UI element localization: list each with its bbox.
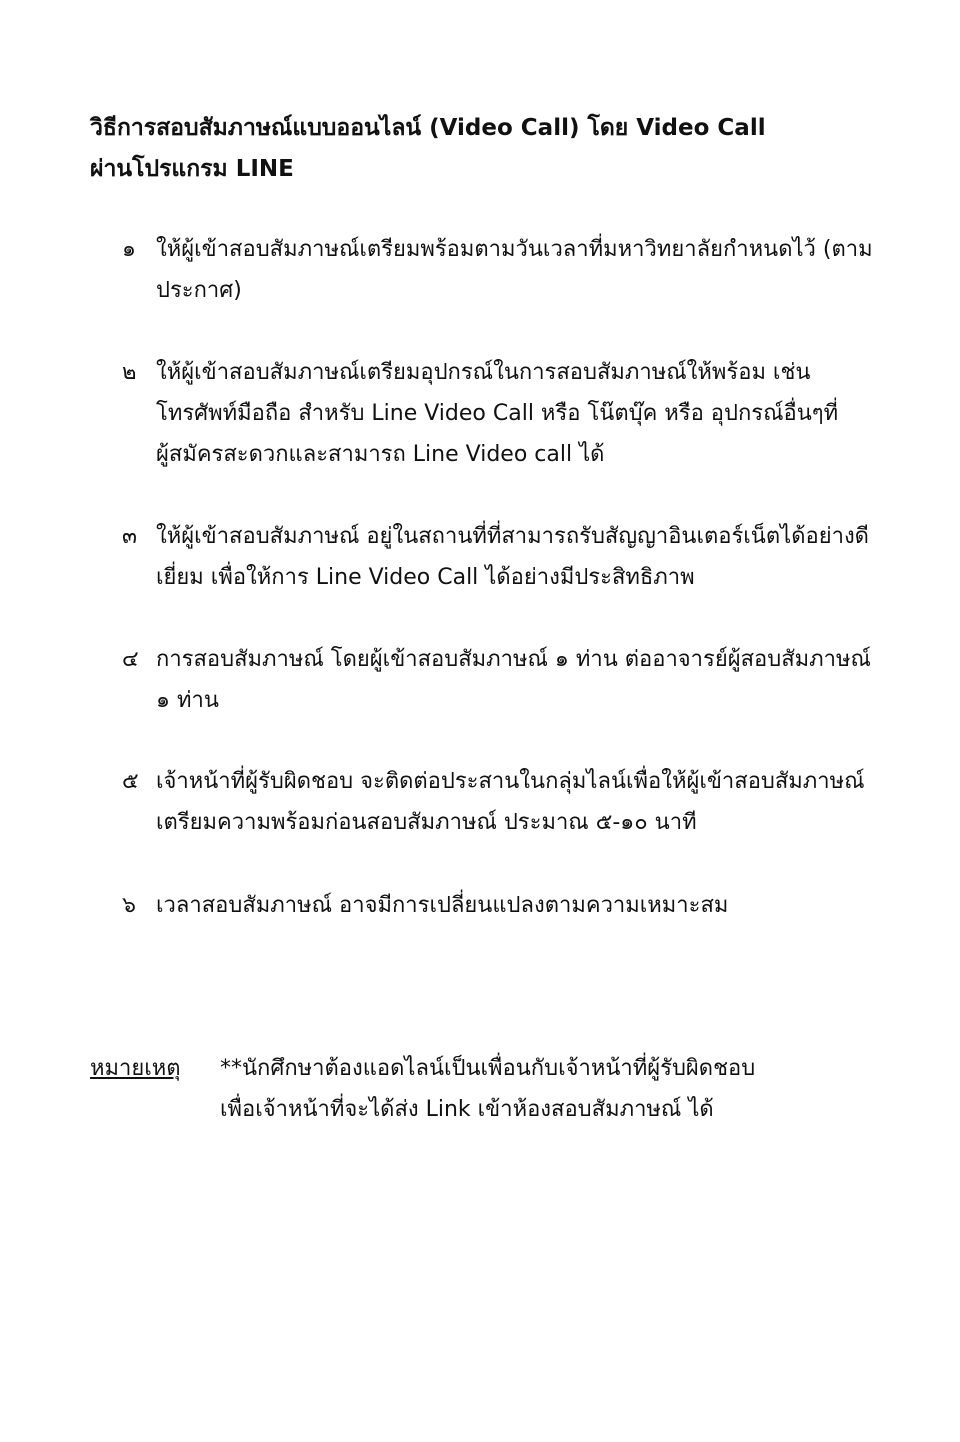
item-text-line: ผู้สมัครสะดวกและสามารถ Line Video call ได้ <box>156 442 605 467</box>
item-number: ๕ <box>122 769 139 794</box>
title-line-2: ผ่านโปรแกรม LINE <box>90 156 294 182</box>
item-text-line: โทรศัพท์มือถือ สำหรับ Line Video Call หรือ โน๊ตบุ๊ค หรือ อุปกรณ์อื่นๆที่ <box>156 401 839 426</box>
title-line-1: วิธีการสอบสัมภาษณ์แบบออนไลน์ (Video Call) โดย Video Call <box>90 115 766 141</box>
item-text-line: ให้ผู้เข้าสอบสัมภาษณ์เตรียมพร้อมตามวันเวลาที่มหาวิทยาลัยกำหนดไว้ (ตาม <box>156 237 873 262</box>
item-text-line: ๑ ท่าน <box>156 688 219 713</box>
note-label: หมายเหตุ <box>90 1056 181 1081</box>
item-text-line: เวลาสอบสัมภาษณ์ อาจมีการเปลี่ยนแปลงตามความเหมาะสม <box>156 893 729 918</box>
item-text-line: เตรียมความพร้อมก่อนสอบสัมภาษณ์ ประมาณ ๕-๑๐ นาที <box>156 810 697 835</box>
item-text-line: เจ้าหน้าที่ผู้รับผิดชอบ จะติดต่อประสานในกลุ่มไลน์เพื่อให้ผู้เข้าสอบสัมภาษณ์ <box>156 769 865 794</box>
item-number: ๑ <box>122 237 136 262</box>
note-text-line: เพื่อเจ้าหน้าที่จะได้ส่ง Link เข้าห้องสอบสัมภาษณ์ ได้ <box>220 1097 714 1122</box>
item-text-line: เยี่ยม เพื่อให้การ Line Video Call ได้อย่างมีประสิทธิภาพ <box>156 565 695 590</box>
item-text-line: ให้ผู้เข้าสอบสัมภาษณ์ อยู่ในสถานที่ที่สามารถรับสัญญาอินเตอร์เน็ตได้อย่างดี <box>156 524 869 549</box>
item-number: ๔ <box>122 647 139 672</box>
document-title <box>90 108 910 190</box>
item-text-line: ประกาศ) <box>156 278 242 303</box>
note-text-line: **นักศึกษาต้องแอดไลน์เป็นเพื่อนกับเจ้าหน้าที่ผู้รับผิดชอบ <box>220 1056 756 1081</box>
item-text-line: ให้ผู้เข้าสอบสัมภาษณ์เตรียมอุปกรณ์ในการสอบสัมภาษณ์ให้พร้อม เช่น <box>156 360 811 385</box>
item-number: ๒ <box>122 360 137 385</box>
item-number: ๖ <box>122 893 136 918</box>
item-text-line: การสอบสัมภาษณ์ โดยผู้เข้าสอบสัมภาษณ์ ๑ ท่าน ต่ออาจารย์ผู้สอบสัมภาษณ์ <box>156 647 871 672</box>
item-number: ๓ <box>122 524 138 549</box>
